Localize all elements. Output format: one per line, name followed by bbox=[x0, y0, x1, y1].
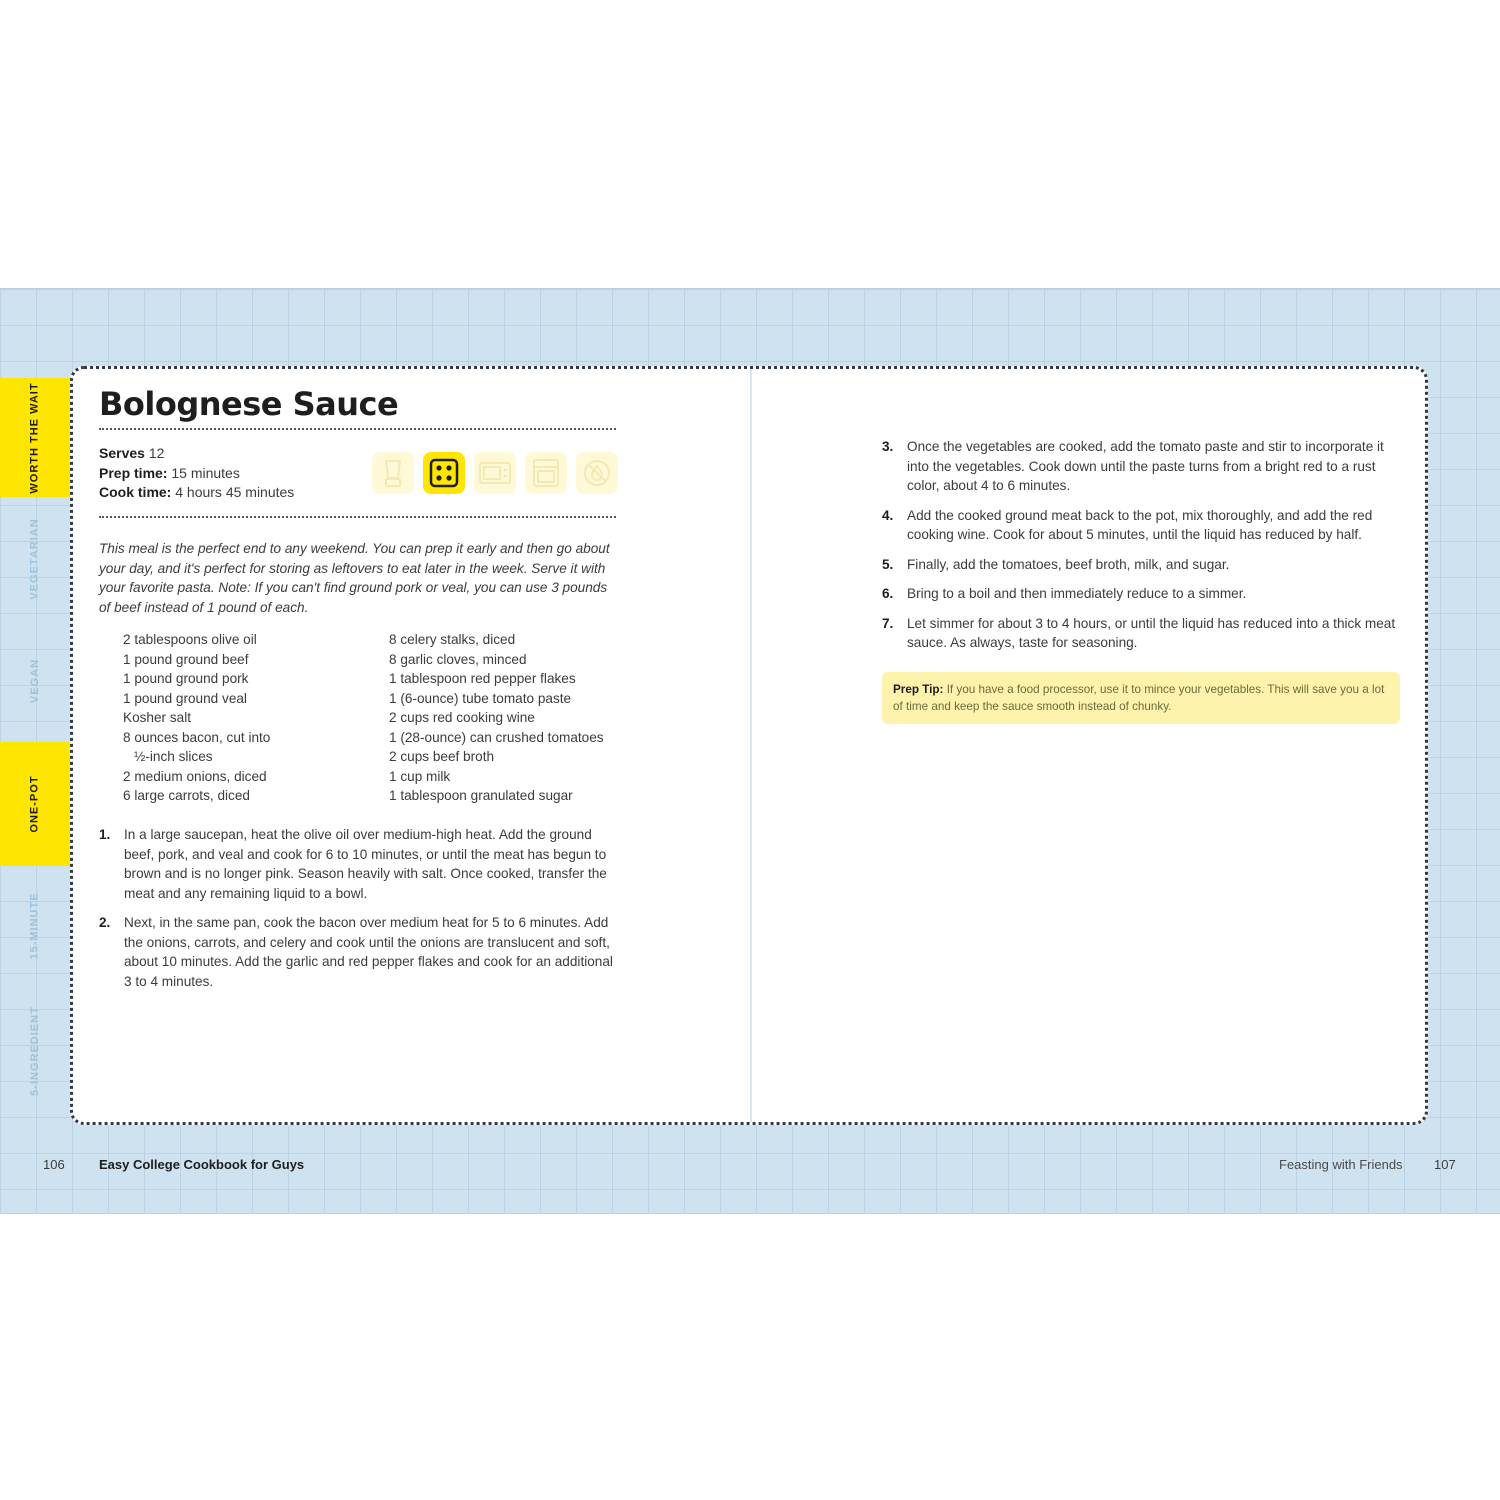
ingredient: 2 tablespoons olive oil bbox=[123, 632, 257, 647]
microwave-icon bbox=[474, 452, 516, 494]
ingredient: Kosher salt bbox=[123, 710, 192, 725]
ingredient: 1 pound ground veal bbox=[123, 690, 247, 706]
ingredient: 1 cup milk bbox=[389, 768, 451, 784]
tab-5-ingredient[interactable] bbox=[0, 986, 70, 1116]
divider bbox=[99, 428, 616, 430]
ingredient: 8 ounces bacon, cut into bbox=[123, 729, 271, 745]
step-text: In a large saucepan, heat the olive oil over medium-high heat. Add the ground beef, pork, and veal and cook for 6 to 10 minutes, or until the meat has begun to brown and is no longer pink. Season heavily with salt. Once cooked, transfer the meat and any remaining liquid to a bowl. bbox=[124, 827, 607, 901]
tab-vegan[interactable] bbox=[0, 620, 70, 742]
step-text: Bring to a boil and then immediately reduce to a simmer. bbox=[907, 586, 1247, 601]
step-number: 5. bbox=[882, 556, 894, 572]
tab-label: 15-MINUTE bbox=[29, 892, 41, 960]
ingredient: 8 garlic cloves, minced bbox=[389, 651, 527, 667]
page-number-right: 107 bbox=[1434, 1157, 1456, 1172]
prep-tip-label: Prep Tip: bbox=[893, 683, 944, 696]
step bbox=[882, 437, 1400, 496]
tab-vegetarian[interactable] bbox=[0, 497, 70, 620]
ingredient: 2 cups red cooking wine bbox=[389, 710, 535, 725]
ingredient: 1 pound ground beef bbox=[123, 651, 249, 667]
step-number: 4. bbox=[882, 507, 894, 523]
prep-tip-box bbox=[882, 672, 1400, 724]
recipe-intro: This meal is the perfect end to any weekend. You can prep it early and then go about your day, and it's perfect for storing as leftovers to eat later in the week. Serve it with your favorite pasta. Note: If you can't find ground pork or veal, you can use 3 pounds of beef instead of 1 pound of each. bbox=[99, 541, 610, 615]
no-heat-icon bbox=[576, 452, 618, 494]
divider bbox=[99, 516, 616, 518]
step-text: Let simmer for about 3 to 4 hours, or until the liquid has reduced into a thick meat sauce. As always, taste for seasoning. bbox=[907, 615, 1396, 650]
serves-line bbox=[99, 445, 164, 461]
ingredient: 1 pound ground pork bbox=[123, 671, 249, 686]
step-text: Add the cooked ground meat back to the pot, mix thoroughly, and add the red cooking wine. Cook for about 5 minutes, until the liquid has reduced by half. bbox=[907, 507, 1373, 542]
tab-label: 5-INGREDIENT bbox=[29, 1006, 41, 1096]
tab-label: ONE-POT bbox=[29, 775, 41, 833]
tab-worth-the-wait[interactable] bbox=[0, 378, 70, 497]
stovetop-icon bbox=[423, 452, 465, 494]
prep-tip-text: If you have a food processor, use it to mince your vegetables. This will save you a lot of time and keep the sauce smooth instead of chunky. bbox=[893, 683, 1385, 713]
cook-time-line bbox=[99, 484, 294, 500]
ingredients-right bbox=[389, 630, 604, 806]
tab-label: WORTH THE WAIT bbox=[29, 381, 41, 494]
step-text: Finally, add the tomatoes, beef broth, milk, and sugar. bbox=[907, 556, 1230, 572]
tab-15-minute[interactable] bbox=[0, 866, 70, 986]
prep-time-value: 15 minutes bbox=[171, 465, 240, 481]
ingredient: 8 celery stalks, diced bbox=[389, 632, 516, 647]
ingredient: 1 (28-ounce) can crushed tomatoes bbox=[389, 729, 604, 745]
step bbox=[882, 614, 1400, 653]
page-number-left: 106 bbox=[43, 1157, 65, 1172]
ingredient: 1 tablespoon granulated sugar bbox=[389, 788, 573, 803]
ingredients-left bbox=[123, 630, 270, 806]
step-number: 7. bbox=[882, 615, 894, 631]
cook-time-value: 4 hours 45 minutes bbox=[175, 484, 295, 500]
ingredient: 1 tablespoon red pepper flakes bbox=[389, 671, 576, 686]
step bbox=[882, 506, 1400, 545]
tab-label: VEGAN bbox=[29, 658, 41, 704]
step-number: 3. bbox=[882, 439, 894, 454]
serves-value: 12 bbox=[148, 445, 165, 461]
book-title: Easy College Cookbook for Guys bbox=[99, 1157, 305, 1172]
ingredient: 2 medium onions, diced bbox=[123, 768, 267, 784]
tab-label: VEGETARIAN bbox=[29, 517, 41, 600]
tab-one-pot[interactable] bbox=[0, 742, 70, 866]
serves-label: Serves bbox=[99, 445, 145, 461]
step bbox=[99, 913, 619, 991]
ingredient: ½-inch slices bbox=[134, 749, 213, 764]
chapter-title: Feasting with Friends bbox=[1279, 1157, 1403, 1172]
step-text: Next, in the same pan, cook the bacon over medium heat for 5 to 6 minutes. Add the onions, carrots, and celery and cook until the onions are translucent and soft, about 10 minutes. Add the garlic and red pepper flakes and cook for an additional 3 to 4 minutes. bbox=[124, 915, 613, 989]
step bbox=[882, 584, 1400, 604]
cook-time-label: Cook time: bbox=[99, 484, 172, 500]
step-number: 6. bbox=[882, 586, 894, 601]
step bbox=[882, 555, 1400, 575]
ingredient: 6 large carrots, diced bbox=[123, 788, 250, 803]
step bbox=[99, 825, 619, 903]
ingredient: 1 (6-ounce) tube tomato paste bbox=[389, 690, 572, 706]
prep-time-line bbox=[99, 465, 240, 481]
step-number: 1. bbox=[99, 827, 111, 842]
page-gutter bbox=[750, 369, 752, 1122]
oven-icon bbox=[525, 452, 567, 494]
prep-time-label: Prep time: bbox=[99, 465, 168, 481]
equipment-icons bbox=[372, 452, 618, 494]
step-text: Once the vegetables are cooked, add the tomato paste and stir to incorporate it into the vegetables. Cook down until the paste turns from a bright red to a rust color, about 4 to 6 minutes. bbox=[907, 439, 1384, 493]
steps-right bbox=[882, 437, 1400, 663]
steps-left bbox=[99, 825, 619, 1001]
step-number: 2. bbox=[99, 915, 111, 930]
blender-icon bbox=[372, 452, 414, 494]
ingredient: 2 cups beef broth bbox=[389, 749, 495, 764]
recipe-title: Bolognese Sauce bbox=[99, 385, 399, 423]
